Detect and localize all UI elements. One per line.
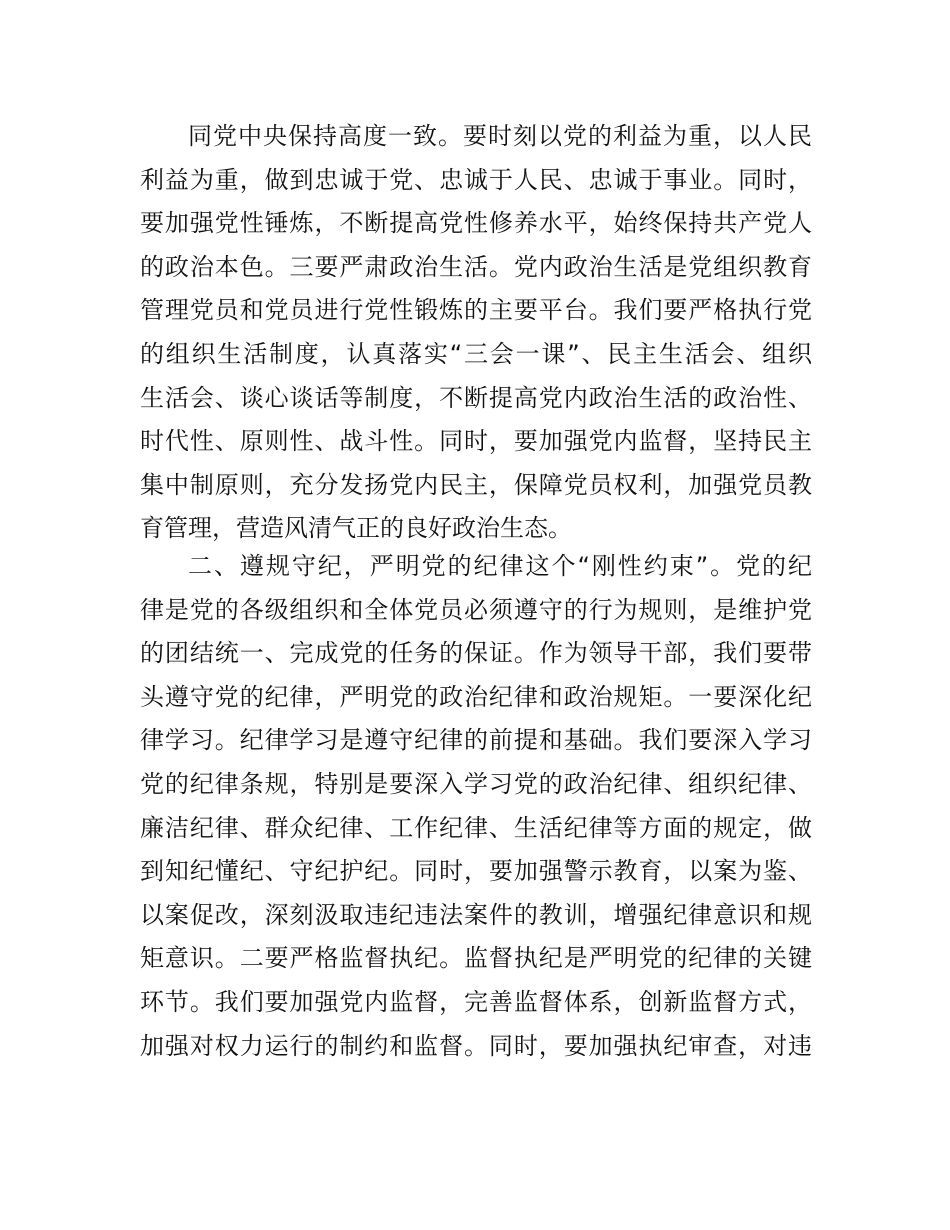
text-line: 集中制原则，充分发扬党内民主，保障党员权利，加强党员教 [140,470,812,499]
text-line: 时代性、原则性、战斗性。同时，要加强党内监督，坚持民主 [140,427,812,456]
text-line: 的政治本色。三要严肃政治生活。党内政治生活是党组织教育 [140,252,812,281]
text-line: 管理党员和党员进行党性锻炼的主要平台。我们要严格执行党 [140,296,812,325]
text-line: 到知纪懂纪、守纪护纪。同时，要加强警示教育，以案为鉴、 [140,857,812,886]
text-line: 廉洁纪律、群众纪律、工作纪律、生活纪律等方面的规定，做 [140,813,812,842]
text-line: 党的纪律条规，特别是要深入学习党的政治纪律、组织纪律、 [140,769,812,798]
text-line: 矩意识。二要严格监督执纪。监督执纪是严明党的纪律的关键 [140,944,812,973]
text-line: 环节。我们要加强党内监督，完善监督体系，创新监督方式， [140,987,812,1016]
text-line: 同党中央保持高度一致。要时刻以党的利益为重，以人民 [188,122,812,150]
text-line: 加强对权力运行的制约和监督。同时，要加强执纪审查，对违 [140,1031,812,1060]
paragraph-1 [140,115,812,551]
text-line: 二、遵规守纪，严明党的纪律这个“刚性约束”。党的纪 [188,552,812,580]
paragraph-2 [140,545,812,1068]
text-line: 利益为重，做到忠诚于党、忠诚于人民、忠诚于事业。同时， [140,165,812,194]
text-line: 以案促改，深刻汲取违纪违法案件的教训，增强纪律意识和规 [140,900,812,929]
text-line: 的团结统一、完成党的任务的保证。作为领导干部，我们要带 [140,639,812,668]
text-line: 生活会、谈心谈话等制度，不断提高党内政治生活的政治性、 [140,383,812,412]
text-line: 律学习。纪律学习是遵守纪律的前提和基础。我们要深入学习 [140,726,812,755]
text-line: 的组织生活制度，认真落实“三会一课”、民主生活会、组织 [140,339,812,368]
text-line: 要加强党性锤炼，不断提高党性修养水平，始终保持共产党人 [140,209,812,238]
text-line: 头遵守党的纪律，严明党的政治纪律和政治规矩。一要深化纪 [140,682,812,711]
text-line: 律是党的各级组织和全体党员必须遵守的行为规则，是维护党 [140,595,812,624]
text-line: 育管理，营造风清气正的良好政治生态。 [140,514,572,543]
